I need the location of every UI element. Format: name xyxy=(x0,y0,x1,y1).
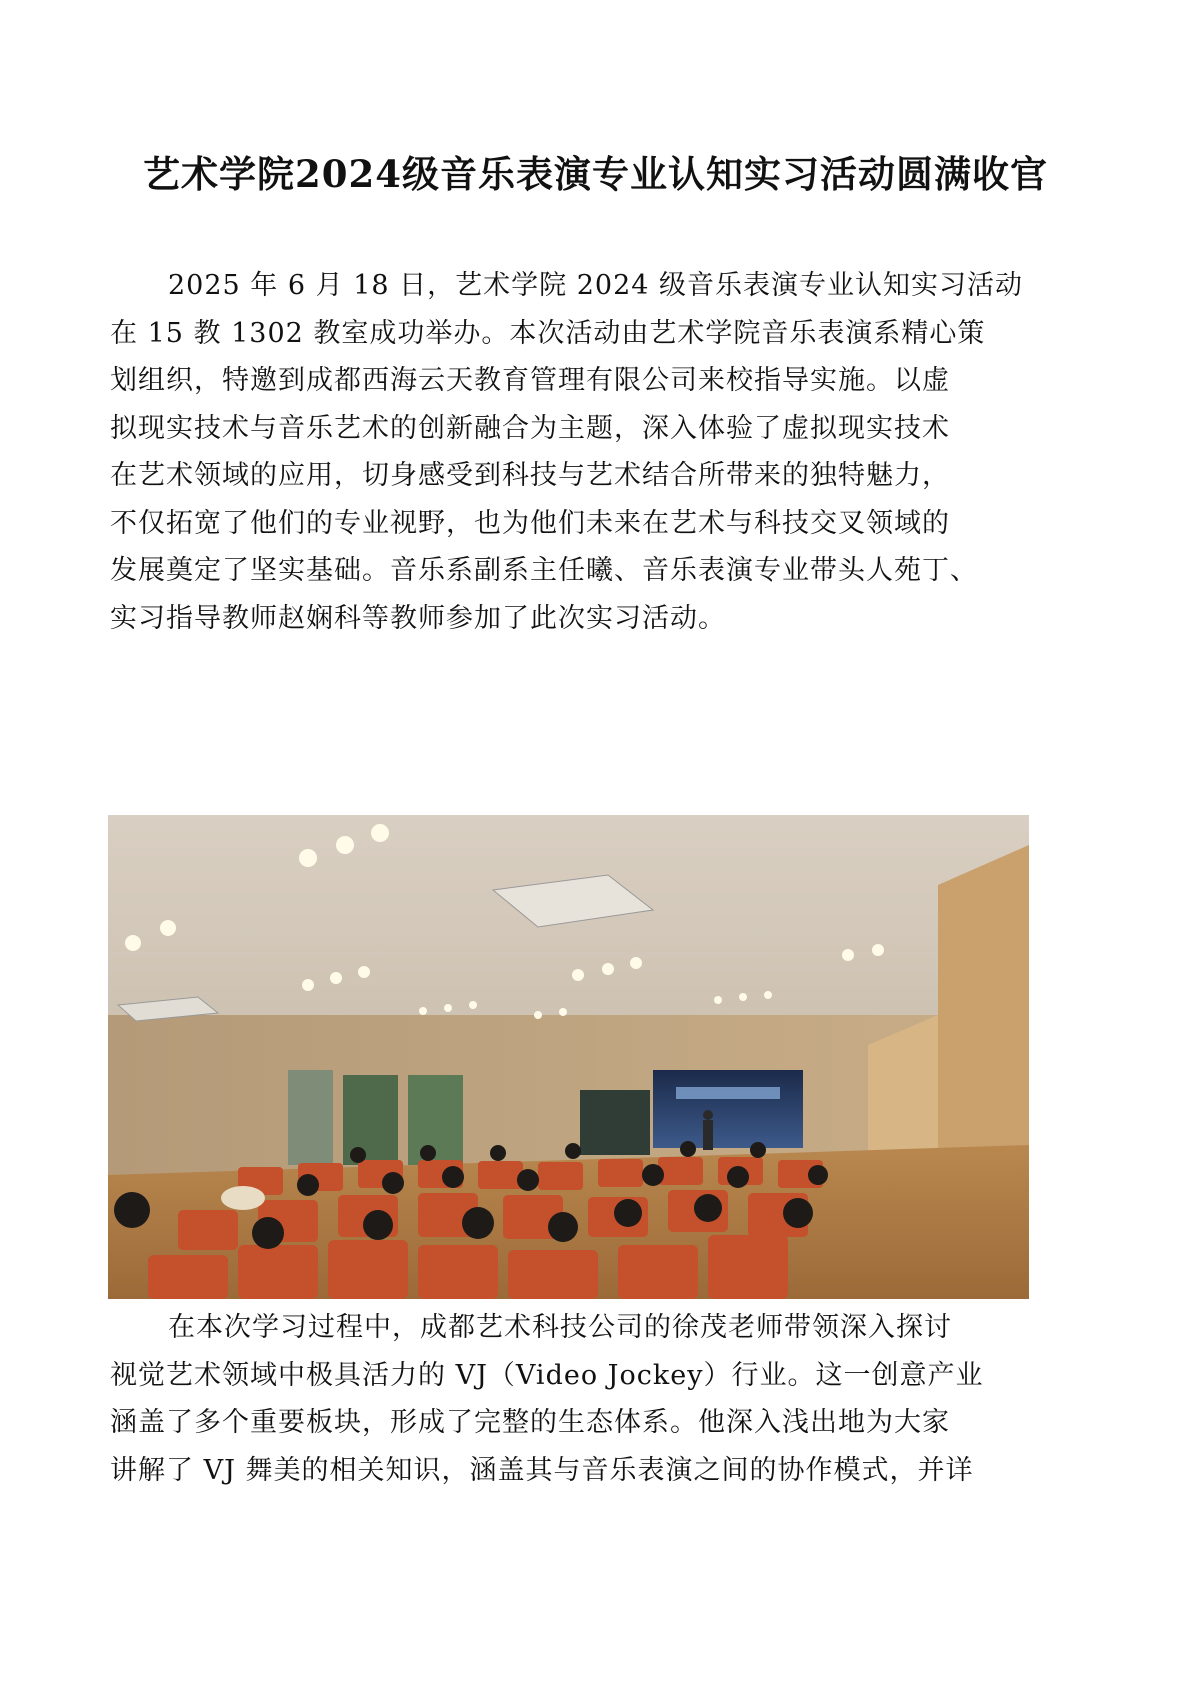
classroom-photo xyxy=(108,815,1029,1299)
paragraph-line: 2025 年 6 月 18 日，艺术学院 2024 级音乐表演专业认知实习活动 xyxy=(168,270,1024,301)
paragraph-line: 在本次学习过程中，成都艺术科技公司的徐茂老师带领深入探讨 xyxy=(168,1312,952,1343)
paragraph-line: 实习指导教师赵娴科等教师参加了此次实习活动。 xyxy=(110,602,726,634)
paragraph-line: 讲解了 VJ 舞美的相关知识，涵盖其与音乐表演之间的协作模式，并详 xyxy=(110,1454,974,1486)
paragraph-line: 涵盖了多个重要板块，形成了完整的生态体系。他深入浅出地为大家 xyxy=(110,1407,950,1438)
paragraph-intro xyxy=(110,262,1085,642)
paragraph-vj xyxy=(110,1304,1085,1494)
paragraph-line: 拟现实技术与音乐艺术的创新融合为主题，深入体验了虚拟现实技术 xyxy=(110,412,950,444)
paragraph-line: 划组织，特邀到成都西海云天教育管理有限公司来校指导实施。以虚 xyxy=(110,365,950,396)
paragraph-line: 不仅拓宽了他们的专业视野，也为他们未来在艺术与科技交叉领域的 xyxy=(110,507,950,539)
paragraph-line: 在 15 教 1302 教室成功举办。本次活动由艺术学院音乐表演系精心策 xyxy=(110,317,986,349)
paragraph-line: 在艺术领域的应用，切身感受到科技与艺术结合所带来的独特魅力， xyxy=(110,460,950,491)
paragraph-line: 发展奠定了坚实基础。音乐系副系主任曦、音乐表演专业带头人苑丁、 xyxy=(110,555,978,586)
article-title: 艺术学院2024级音乐表演专业认知实习活动圆满收官 xyxy=(143,152,1048,196)
paragraph-line: 视觉艺术领域中极具活力的 VJ（Video Jockey）行业。这一创意产业 xyxy=(110,1359,984,1391)
